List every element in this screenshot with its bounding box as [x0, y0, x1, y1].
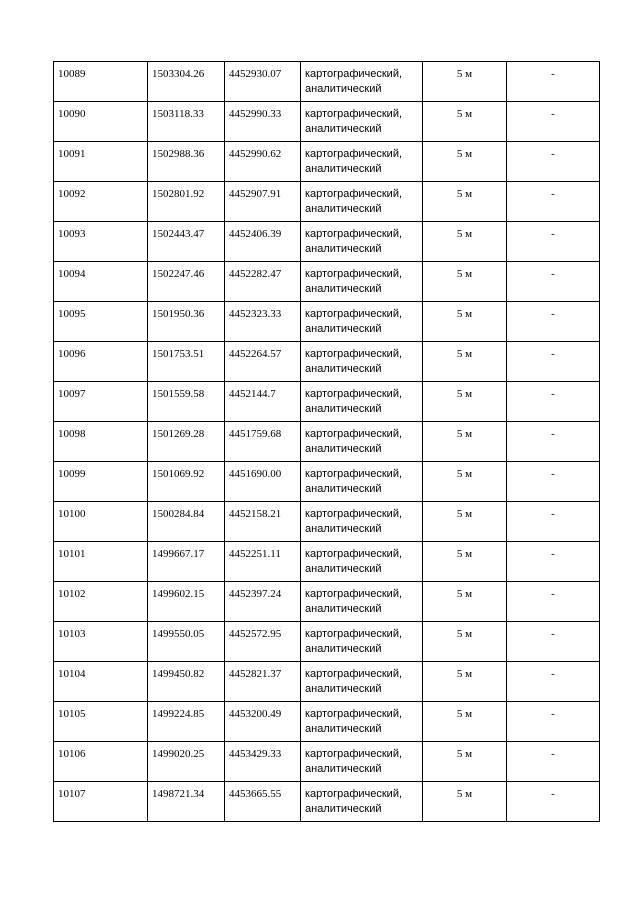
x-coordinate-cell: 1501559.58 [148, 382, 225, 422]
method-line-1: картографический, [305, 668, 403, 680]
method-cell [301, 342, 423, 382]
method-line-2: аналитический [305, 563, 382, 575]
accuracy-cell: 5 м [423, 342, 507, 382]
note-cell: - [507, 302, 600, 342]
method-cell [301, 662, 423, 702]
method-line-2: аналитический [305, 803, 382, 815]
point-id-cell: 10090 [54, 102, 148, 142]
x-coordinate-cell: 1499550.05 [148, 622, 225, 662]
table-row [54, 222, 600, 262]
method-line-1: картографический, [305, 428, 403, 440]
accuracy-cell: 5 м [423, 502, 507, 542]
point-id-cell: 10092 [54, 182, 148, 222]
accuracy-cell: 5 м [423, 422, 507, 462]
accuracy-cell: 5 м [423, 222, 507, 262]
method-cell [301, 302, 423, 342]
point-id-cell: 10097 [54, 382, 148, 422]
x-coordinate-cell: 1501069.92 [148, 462, 225, 502]
method-line-1: картографический, [305, 388, 403, 400]
method-line-2: аналитический [305, 403, 382, 415]
method-cell [301, 502, 423, 542]
note-cell: - [507, 142, 600, 182]
y-coordinate-cell: 4452406.39 [225, 222, 301, 262]
note-cell: - [507, 702, 600, 742]
y-coordinate-cell: 4452158.21 [225, 502, 301, 542]
accuracy-cell: 5 м [423, 62, 507, 102]
x-coordinate-cell: 1500284.84 [148, 502, 225, 542]
method-line-2: аналитический [305, 323, 382, 335]
table-row [54, 62, 600, 102]
coordinates-table [53, 61, 600, 822]
method-cell [301, 702, 423, 742]
method-cell [301, 542, 423, 582]
note-cell: - [507, 222, 600, 262]
table-row [54, 382, 600, 422]
table-row [54, 502, 600, 542]
table-row [54, 142, 600, 182]
method-line-2: аналитический [305, 283, 382, 295]
y-coordinate-cell: 4452990.33 [225, 102, 301, 142]
method-line-2: аналитический [305, 523, 382, 535]
method-line-2: аналитический [305, 763, 382, 775]
table-row [54, 262, 600, 302]
y-coordinate-cell: 4451690.00 [225, 462, 301, 502]
note-cell: - [507, 262, 600, 302]
x-coordinate-cell: 1499602.15 [148, 582, 225, 622]
y-coordinate-cell: 4452821.37 [225, 662, 301, 702]
note-cell: - [507, 62, 600, 102]
note-cell: - [507, 502, 600, 542]
accuracy-cell: 5 м [423, 262, 507, 302]
method-line-1: картографический, [305, 188, 403, 200]
table-row [54, 742, 600, 782]
method-cell [301, 462, 423, 502]
method-line-1: картографический, [305, 348, 403, 360]
x-coordinate-cell: 1499667.17 [148, 542, 225, 582]
x-coordinate-cell: 1501950.36 [148, 302, 225, 342]
y-coordinate-cell: 4452264.57 [225, 342, 301, 382]
y-coordinate-cell: 4452990.62 [225, 142, 301, 182]
note-cell: - [507, 542, 600, 582]
note-cell: - [507, 102, 600, 142]
method-line-1: картографический, [305, 228, 403, 240]
point-id-cell: 10095 [54, 302, 148, 342]
y-coordinate-cell: 4452144.7 [225, 382, 301, 422]
y-coordinate-cell: 4452907.91 [225, 182, 301, 222]
coordinates-table-body [54, 62, 600, 822]
method-line-1: картографический, [305, 308, 403, 320]
y-coordinate-cell: 4453200.49 [225, 702, 301, 742]
table-row [54, 782, 600, 822]
point-id-cell: 10104 [54, 662, 148, 702]
method-line-2: аналитический [305, 363, 382, 375]
point-id-cell: 10107 [54, 782, 148, 822]
point-id-cell: 10091 [54, 142, 148, 182]
y-coordinate-cell: 4451759.68 [225, 422, 301, 462]
y-coordinate-cell: 4452930.07 [225, 62, 301, 102]
y-coordinate-cell: 4452572.95 [225, 622, 301, 662]
y-coordinate-cell: 4452323.33 [225, 302, 301, 342]
method-cell [301, 582, 423, 622]
method-line-2: аналитический [305, 243, 382, 255]
note-cell: - [507, 622, 600, 662]
x-coordinate-cell: 1501269.28 [148, 422, 225, 462]
y-coordinate-cell: 4452282.47 [225, 262, 301, 302]
point-id-cell: 10098 [54, 422, 148, 462]
accuracy-cell: 5 м [423, 462, 507, 502]
point-id-cell: 10102 [54, 582, 148, 622]
accuracy-cell: 5 м [423, 622, 507, 662]
table-row [54, 302, 600, 342]
x-coordinate-cell: 1499224.85 [148, 702, 225, 742]
method-line-2: аналитический [305, 203, 382, 215]
point-id-cell: 10099 [54, 462, 148, 502]
table-row [54, 462, 600, 502]
table-row [54, 622, 600, 662]
x-coordinate-cell: 1499450.82 [148, 662, 225, 702]
accuracy-cell: 5 м [423, 782, 507, 822]
y-coordinate-cell: 4453429.33 [225, 742, 301, 782]
accuracy-cell: 5 м [423, 302, 507, 342]
y-coordinate-cell: 4453665.55 [225, 782, 301, 822]
method-line-1: картографический, [305, 108, 403, 120]
note-cell: - [507, 742, 600, 782]
method-line-1: картографический, [305, 708, 403, 720]
accuracy-cell: 5 м [423, 662, 507, 702]
method-cell [301, 102, 423, 142]
point-id-cell: 10100 [54, 502, 148, 542]
y-coordinate-cell: 4452397.24 [225, 582, 301, 622]
method-line-1: картографический, [305, 268, 403, 280]
method-cell [301, 62, 423, 102]
method-line-2: аналитический [305, 643, 382, 655]
table-row [54, 182, 600, 222]
method-line-2: аналитический [305, 603, 382, 615]
accuracy-cell: 5 м [423, 142, 507, 182]
method-line-2: аналитический [305, 123, 382, 135]
point-id-cell: 10103 [54, 622, 148, 662]
method-line-1: картографический, [305, 748, 403, 760]
note-cell: - [507, 182, 600, 222]
point-id-cell: 10105 [54, 702, 148, 742]
y-coordinate-cell: 4452251.11 [225, 542, 301, 582]
accuracy-cell: 5 м [423, 742, 507, 782]
table-row [54, 342, 600, 382]
table-row [54, 662, 600, 702]
method-line-1: картографический, [305, 788, 403, 800]
accuracy-cell: 5 м [423, 382, 507, 422]
note-cell: - [507, 782, 600, 822]
x-coordinate-cell: 1502443.47 [148, 222, 225, 262]
accuracy-cell: 5 м [423, 702, 507, 742]
point-id-cell: 10101 [54, 542, 148, 582]
method-cell [301, 262, 423, 302]
x-coordinate-cell: 1502988.36 [148, 142, 225, 182]
method-cell [301, 782, 423, 822]
method-line-2: аналитический [305, 443, 382, 455]
point-id-cell: 10094 [54, 262, 148, 302]
table-row [54, 582, 600, 622]
x-coordinate-cell: 1499020.25 [148, 742, 225, 782]
x-coordinate-cell: 1503304.26 [148, 62, 225, 102]
method-line-1: картографический, [305, 628, 403, 640]
method-line-2: аналитический [305, 683, 382, 695]
accuracy-cell: 5 м [423, 102, 507, 142]
method-line-2: аналитический [305, 723, 382, 735]
note-cell: - [507, 582, 600, 622]
table-row [54, 422, 600, 462]
x-coordinate-cell: 1502801.92 [148, 182, 225, 222]
method-line-1: картографический, [305, 468, 403, 480]
accuracy-cell: 5 м [423, 542, 507, 582]
x-coordinate-cell: 1502247.46 [148, 262, 225, 302]
note-cell: - [507, 342, 600, 382]
method-cell [301, 742, 423, 782]
method-line-1: картографический, [305, 588, 403, 600]
point-id-cell: 10106 [54, 742, 148, 782]
point-id-cell: 10089 [54, 62, 148, 102]
table-row [54, 542, 600, 582]
x-coordinate-cell: 1501753.51 [148, 342, 225, 382]
note-cell: - [507, 382, 600, 422]
method-cell [301, 422, 423, 462]
method-line-1: картографический, [305, 548, 403, 560]
x-coordinate-cell: 1503118.33 [148, 102, 225, 142]
note-cell: - [507, 662, 600, 702]
method-line-2: аналитический [305, 163, 382, 175]
point-id-cell: 10096 [54, 342, 148, 382]
method-cell [301, 222, 423, 262]
method-line-2: аналитический [305, 83, 382, 95]
method-cell [301, 382, 423, 422]
note-cell: - [507, 422, 600, 462]
method-cell [301, 182, 423, 222]
accuracy-cell: 5 м [423, 182, 507, 222]
method-line-1: картографический, [305, 68, 403, 80]
accuracy-cell: 5 м [423, 582, 507, 622]
method-line-2: аналитический [305, 483, 382, 495]
method-cell [301, 142, 423, 182]
table-row [54, 702, 600, 742]
table-row [54, 102, 600, 142]
point-id-cell: 10093 [54, 222, 148, 262]
method-line-1: картографический, [305, 508, 403, 520]
method-line-1: картографический, [305, 148, 403, 160]
x-coordinate-cell: 1498721.34 [148, 782, 225, 822]
method-cell [301, 622, 423, 662]
note-cell: - [507, 462, 600, 502]
